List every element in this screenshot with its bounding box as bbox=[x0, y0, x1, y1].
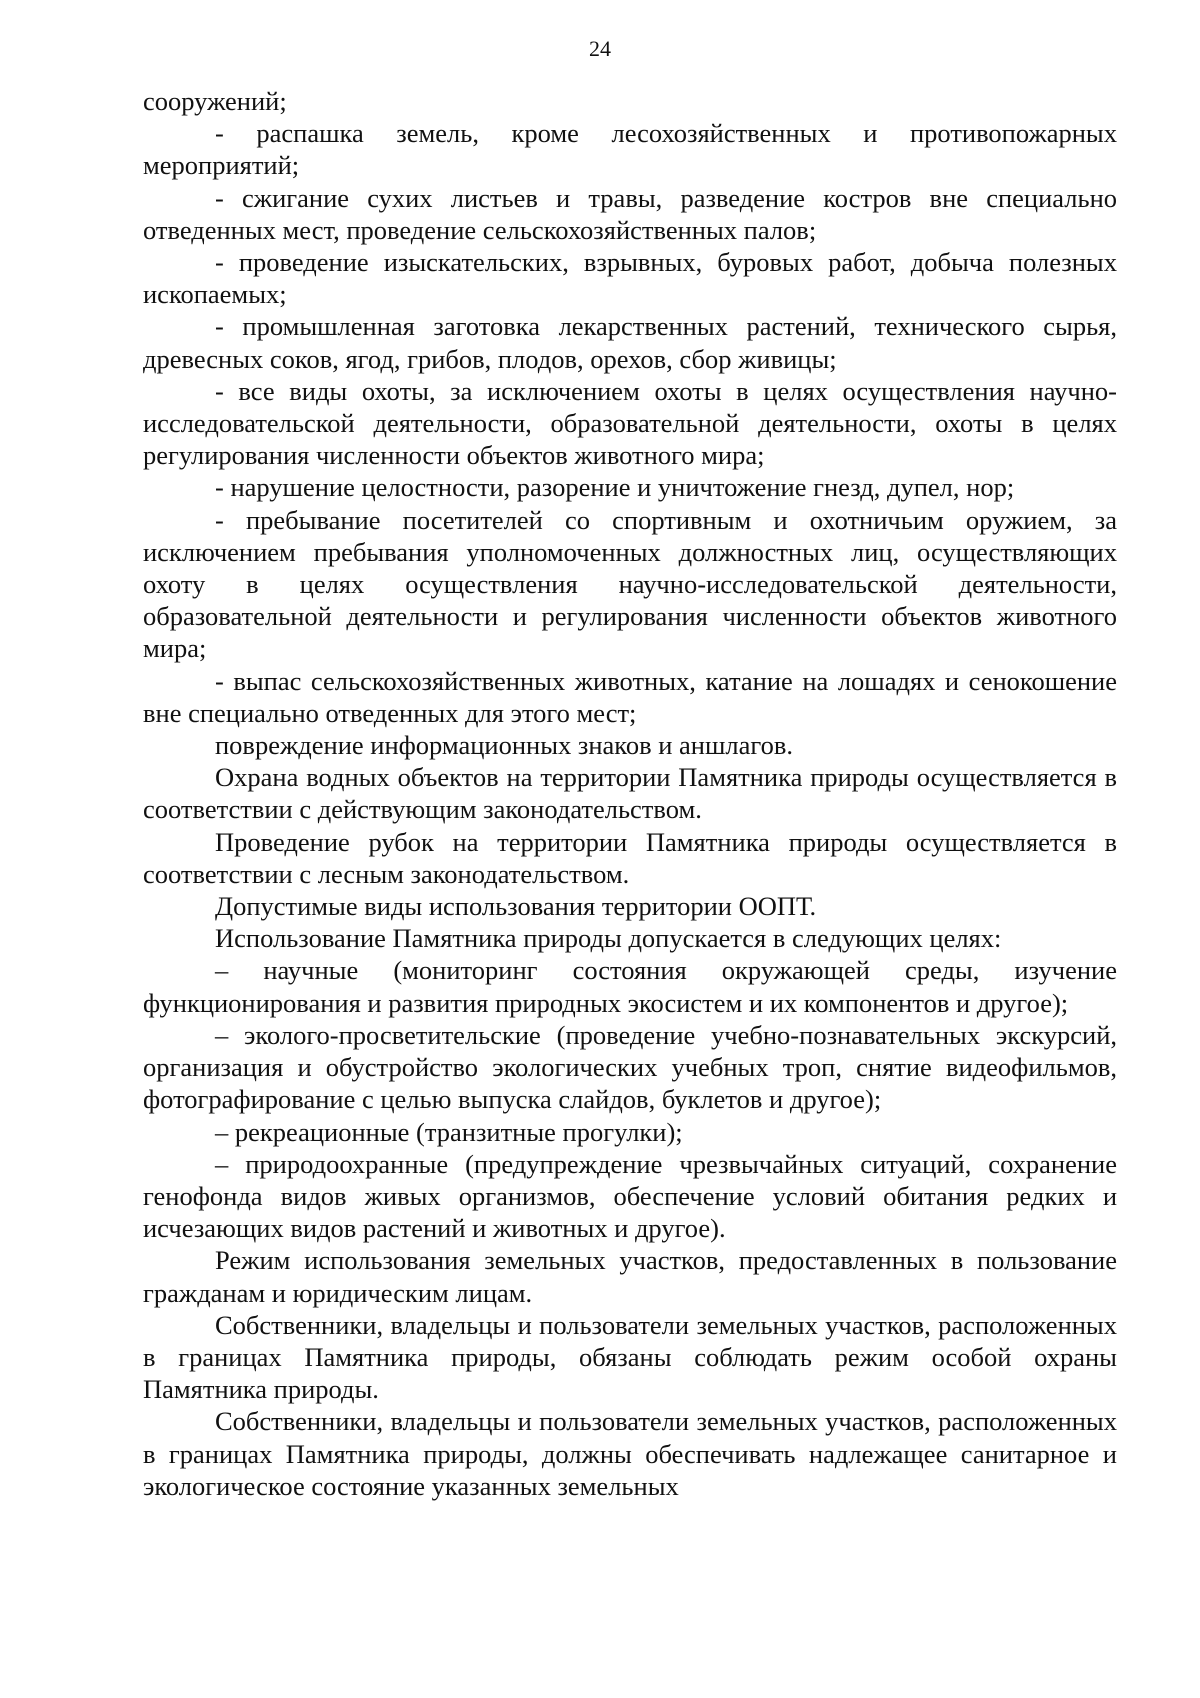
paragraph: – научные (мониторинг состояния окружающей среды, изучение функционирования и развития природных экосистем и их компонентов и другое); bbox=[143, 955, 1117, 1018]
paragraph: Собственники, владельцы и пользователи земельных участков, расположенных в границах Памятника природы, должны обеспечивать надлежащее санитарное и экологическое состояние указанных земельных bbox=[143, 1406, 1117, 1501]
paragraph: - нарушение целостности, разорение и уничтожение гнезд, дупел, нор; bbox=[215, 472, 1015, 503]
paragraph: - все виды охоты, за исключением охоты в целях осуществления научно-исследовательской деятельности, образовательной деятельности, охоты в целях регулирования численности объектов животного мира; bbox=[143, 375, 1117, 471]
paragraph: Охрана водных объектов на территории Памятника природы осуществляется в соответствии с действующим законодательством. bbox=[143, 762, 1117, 825]
paragraph: - промышленная заготовка лекарственных растений, технического сырья, древесных соков, ягод, грибов, плодов, орехов, сбор живицы; bbox=[143, 311, 1117, 374]
paragraph: Проведение рубок на территории Памятника природы осуществляется в соответствии с лесным законодательством. bbox=[143, 826, 1117, 889]
paragraph: Допустимые виды использования территории ООПТ. bbox=[215, 891, 817, 922]
page-number: 24 bbox=[589, 36, 611, 61]
paragraph: – рекреационные (транзитные прогулки); bbox=[215, 1116, 683, 1147]
paragraph: Использование Памятника природы допускается в следующих целях: bbox=[215, 923, 1002, 954]
paragraph: – природоохранные (предупреждение чрезвычайных ситуаций, сохранение генофонда видов живых организмов, обеспечение условий обитания редких и исчезающих видов растений и животных и другое). bbox=[143, 1148, 1117, 1244]
paragraph: Режим использования земельных участков, предоставленных в пользование гражданам и юридическим лицам. bbox=[143, 1245, 1117, 1308]
paragraph: сооружений; bbox=[143, 86, 287, 116]
paragraph: - проведение изыскательских, взрывных, буровых работ, добыча полезных ископаемых; bbox=[143, 247, 1117, 310]
paragraph: - распашка земель, кроме лесохозяйственных и противопожарных мероприятий; bbox=[143, 118, 1117, 181]
paragraph: - сжигание сухих листьев и травы, разведение костров вне специально отведенных мест, проведение сельскохозяйственных палов; bbox=[143, 182, 1117, 245]
document-body bbox=[143, 85, 1117, 1502]
paragraph: - пребывание посетителей со спортивным и охотничьим оружием, за исключением пребывания уполномоченных должностных лиц, осуществляющих охоту в целях осуществления научно-исследовательской деятельности, образовательной деятельности и регулирования численности объектов животного мира; bbox=[143, 504, 1117, 664]
paragraph: повреждение информационных знаков и аншлагов. bbox=[215, 730, 793, 761]
paragraph: Собственники, владельцы и пользователи земельных участков, расположенных в границах Памятника природы, обязаны соблюдать режим особой охраны Памятника природы. bbox=[143, 1309, 1117, 1405]
paragraph: - выпас сельскохозяйственных животных, катание на лошадях и сенокошение вне специально отведенных для этого мест; bbox=[143, 665, 1117, 728]
paragraph: – эколого-просветительские (проведение учебно-познавательных экскурсий, организация и обустройство экологических учебных троп, снятие видеофильмов, фотографирование с целью выпуска слайдов, буклетов и другое); bbox=[143, 1019, 1117, 1115]
